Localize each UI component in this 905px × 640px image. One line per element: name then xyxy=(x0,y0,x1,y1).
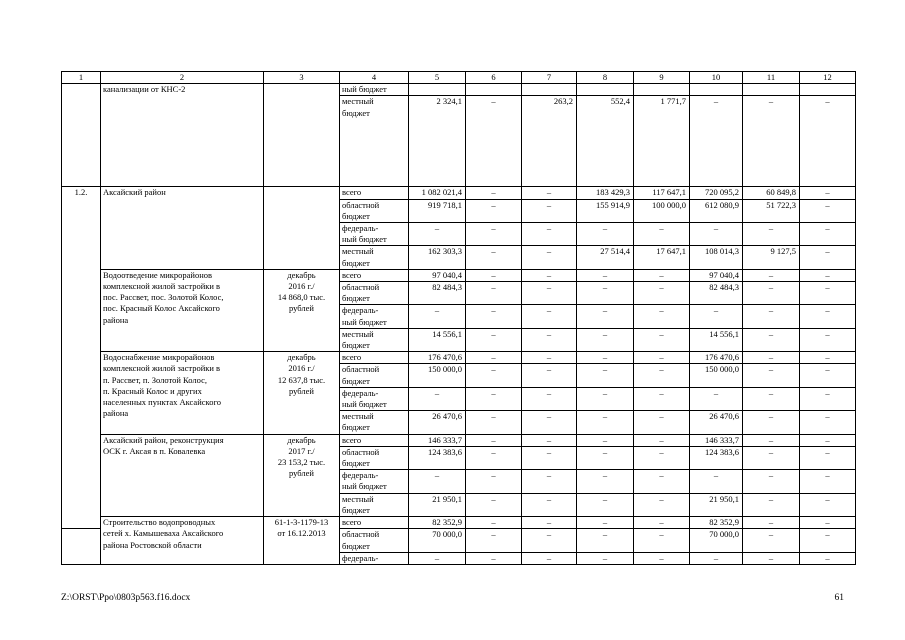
value-cell: – xyxy=(577,493,634,516)
table-row xyxy=(62,517,856,529)
header-cell: 10 xyxy=(690,72,743,84)
value-cell: – xyxy=(466,269,522,281)
value-cell: – xyxy=(577,470,634,493)
value-cell xyxy=(577,84,634,96)
value-cell: – xyxy=(800,352,856,364)
value-cell: 70 000,0 xyxy=(690,529,743,552)
value-cell: – xyxy=(690,223,743,246)
value-cell: 27 514,4 xyxy=(577,246,634,269)
value-cell xyxy=(409,84,466,96)
value-cell: – xyxy=(800,411,856,434)
value-cell: – xyxy=(800,328,856,351)
funding-source-cell: областной бюджет xyxy=(340,446,409,469)
header-cell: 8 xyxy=(577,72,634,84)
value-cell: – xyxy=(800,282,856,305)
value-cell: – xyxy=(743,529,800,552)
value-cell: – xyxy=(800,269,856,281)
funding-source-cell: областной бюджет xyxy=(340,364,409,387)
value-cell xyxy=(522,84,577,96)
value-cell: – xyxy=(522,517,577,529)
value-cell xyxy=(743,84,800,96)
value-cell: – xyxy=(634,470,690,493)
value-cell: 97 040,4 xyxy=(690,269,743,281)
value-cell: – xyxy=(690,305,743,328)
value-cell: 183 429,3 xyxy=(577,187,634,199)
value-cell: – xyxy=(634,411,690,434)
value-cell: – xyxy=(522,493,577,516)
value-cell: – xyxy=(409,470,466,493)
value-cell: – xyxy=(800,493,856,516)
value-cell: – xyxy=(577,352,634,364)
table-row xyxy=(62,84,856,96)
value-cell: – xyxy=(577,269,634,281)
value-cell: 14 556,1 xyxy=(690,328,743,351)
header-cell: 6 xyxy=(466,72,522,84)
value-cell: – xyxy=(743,223,800,246)
deadline-cell: декабрь 2016 г./ 12 637,8 тыс. рублей xyxy=(264,352,340,434)
funding-source-cell: всего xyxy=(340,352,409,364)
value-cell: 1 771,7 xyxy=(634,96,690,187)
value-cell: – xyxy=(634,529,690,552)
value-cell: – xyxy=(690,552,743,564)
value-cell: – xyxy=(466,246,522,269)
value-cell: 720 095,2 xyxy=(690,187,743,199)
header-cell: 5 xyxy=(409,72,466,84)
value-cell: – xyxy=(466,387,522,410)
value-cell: – xyxy=(634,223,690,246)
value-cell: – xyxy=(743,352,800,364)
header-cell: 3 xyxy=(264,72,340,84)
funding-source-cell: всего xyxy=(340,434,409,446)
value-cell: – xyxy=(743,96,800,187)
value-cell: – xyxy=(577,517,634,529)
funding-source-cell: местный бюджет xyxy=(340,411,409,434)
header-cell: 1 xyxy=(62,72,101,84)
value-cell: – xyxy=(634,269,690,281)
value-cell: – xyxy=(743,282,800,305)
value-cell: 150 000,0 xyxy=(690,364,743,387)
footer-file-path: Z:\ORST\Ppo\0803p563.f16.docx xyxy=(61,593,191,603)
value-cell: – xyxy=(634,282,690,305)
funding-source-cell: ный бюджет xyxy=(340,84,409,96)
value-cell: – xyxy=(577,552,634,564)
header-cell: 9 xyxy=(634,72,690,84)
value-cell: – xyxy=(522,411,577,434)
value-cell: – xyxy=(577,434,634,446)
value-cell: – xyxy=(466,434,522,446)
value-cell: – xyxy=(522,552,577,564)
value-cell: 612 080,9 xyxy=(690,199,743,222)
value-cell: – xyxy=(522,246,577,269)
deadline-cell: декабрь 2017 г./ 23 153,2 тыс. рублей xyxy=(264,434,340,516)
value-cell: 263,2 xyxy=(522,96,577,187)
value-cell: – xyxy=(577,282,634,305)
value-cell: – xyxy=(466,446,522,469)
value-cell: – xyxy=(522,387,577,410)
deadline-cell xyxy=(264,187,340,269)
value-cell: – xyxy=(466,305,522,328)
funding-source-cell: федераль- ный бюджет xyxy=(340,387,409,410)
object-name-cell: канализации от КНС-2 xyxy=(101,84,264,187)
header-cell: 11 xyxy=(743,72,800,84)
funding-source-cell: областной бюджет xyxy=(340,529,409,552)
value-cell: – xyxy=(466,470,522,493)
value-cell: 124 383,6 xyxy=(409,446,466,469)
value-cell: – xyxy=(800,364,856,387)
object-name-cell: Водоснабжение микрорайонов комплексной жилой застройки в п. Рассвет, п. Золотой Колос, п. Красный Колос и других населенных пунктах Аксайского района xyxy=(101,352,264,434)
value-cell: – xyxy=(522,446,577,469)
value-cell: – xyxy=(634,328,690,351)
value-cell: – xyxy=(634,493,690,516)
value-cell: – xyxy=(522,305,577,328)
value-cell: 26 470,6 xyxy=(690,411,743,434)
funding-source-cell: федераль- xyxy=(340,552,409,564)
value-cell: – xyxy=(466,282,522,305)
value-cell: – xyxy=(800,187,856,199)
value-cell: – xyxy=(522,223,577,246)
value-cell: 2 324,1 xyxy=(409,96,466,187)
funding-source-cell: местный бюджет xyxy=(340,96,409,187)
value-cell: – xyxy=(690,96,743,187)
value-cell: – xyxy=(690,470,743,493)
value-cell: – xyxy=(800,470,856,493)
value-cell: – xyxy=(466,328,522,351)
value-cell: – xyxy=(466,552,522,564)
value-cell: 70 000,0 xyxy=(409,529,466,552)
value-cell: – xyxy=(743,411,800,434)
value-cell: – xyxy=(577,529,634,552)
value-cell: – xyxy=(522,282,577,305)
budget-table xyxy=(61,71,856,565)
value-cell: – xyxy=(634,305,690,328)
value-cell: 21 950,1 xyxy=(690,493,743,516)
funding-source-cell: всего xyxy=(340,517,409,529)
header-cell: 2 xyxy=(101,72,264,84)
funding-source-cell: областной бюджет xyxy=(340,199,409,222)
value-cell: – xyxy=(409,223,466,246)
item-number-cell xyxy=(62,84,101,187)
value-cell: 9 127,5 xyxy=(743,246,800,269)
funding-source-cell: местный бюджет xyxy=(340,493,409,516)
value-cell: 176 470,6 xyxy=(690,352,743,364)
value-cell: – xyxy=(522,364,577,387)
item-number-cell xyxy=(62,529,101,565)
value-cell: – xyxy=(634,446,690,469)
value-cell: 155 914,9 xyxy=(577,199,634,222)
funding-source-cell: всего xyxy=(340,269,409,281)
value-cell: – xyxy=(800,96,856,187)
funding-source-cell: всего xyxy=(340,187,409,199)
funding-source-cell: федераль- ный бюджет xyxy=(340,223,409,246)
value-cell: – xyxy=(800,246,856,269)
value-cell: – xyxy=(522,470,577,493)
funding-source-cell: федераль- ный бюджет xyxy=(340,305,409,328)
value-cell: 1 082 021,4 xyxy=(409,187,466,199)
header-cell: 12 xyxy=(800,72,856,84)
value-cell: – xyxy=(466,199,522,222)
value-cell: – xyxy=(577,305,634,328)
value-cell xyxy=(800,84,856,96)
value-cell: 150 000,0 xyxy=(409,364,466,387)
value-cell: – xyxy=(743,305,800,328)
table-row xyxy=(62,434,856,446)
value-cell: 17 647,1 xyxy=(634,246,690,269)
value-cell: – xyxy=(800,387,856,410)
value-cell: – xyxy=(743,434,800,446)
value-cell: – xyxy=(522,529,577,552)
value-cell: – xyxy=(743,446,800,469)
deadline-cell: декабрь 2016 г./ 14 868,0 тыс. рублей xyxy=(264,269,340,351)
value-cell: 21 950,1 xyxy=(409,493,466,516)
value-cell: – xyxy=(522,434,577,446)
value-cell: 60 849,8 xyxy=(743,187,800,199)
value-cell: 117 647,1 xyxy=(634,187,690,199)
value-cell: – xyxy=(800,223,856,246)
value-cell: 124 383,6 xyxy=(690,446,743,469)
header-cell: 7 xyxy=(522,72,577,84)
value-cell: – xyxy=(577,328,634,351)
value-cell: – xyxy=(634,434,690,446)
value-cell: – xyxy=(466,352,522,364)
table-row xyxy=(62,352,856,364)
deadline-cell xyxy=(264,84,340,187)
table-row xyxy=(62,269,856,281)
value-cell: 100 000,0 xyxy=(634,199,690,222)
funding-source-cell: федераль- ный бюджет xyxy=(340,470,409,493)
value-cell: 26 470,6 xyxy=(409,411,466,434)
value-cell: – xyxy=(466,364,522,387)
header-cell: 4 xyxy=(340,72,409,84)
value-cell: – xyxy=(743,364,800,387)
value-cell: 82 352,9 xyxy=(690,517,743,529)
value-cell: – xyxy=(409,387,466,410)
value-cell: – xyxy=(634,552,690,564)
value-cell: – xyxy=(522,199,577,222)
value-cell: – xyxy=(466,517,522,529)
value-cell: – xyxy=(800,446,856,469)
object-name-cell: Аксайский район xyxy=(101,187,264,269)
value-cell: – xyxy=(800,305,856,328)
value-cell: 146 333,7 xyxy=(409,434,466,446)
value-cell: – xyxy=(743,517,800,529)
value-cell: – xyxy=(466,223,522,246)
value-cell: – xyxy=(800,199,856,222)
header-row xyxy=(62,72,856,84)
funding-source-cell: местный бюджет xyxy=(340,246,409,269)
value-cell: 919 718,1 xyxy=(409,199,466,222)
value-cell: – xyxy=(577,446,634,469)
value-cell: – xyxy=(743,328,800,351)
item-number-cell: 1.2. xyxy=(62,187,101,529)
value-cell: – xyxy=(634,364,690,387)
value-cell: – xyxy=(577,223,634,246)
value-cell: 176 470,6 xyxy=(409,352,466,364)
value-cell: – xyxy=(800,529,856,552)
value-cell: – xyxy=(634,352,690,364)
value-cell: – xyxy=(522,187,577,199)
value-cell: 162 303,3 xyxy=(409,246,466,269)
value-cell: 552,4 xyxy=(577,96,634,187)
value-cell: – xyxy=(522,269,577,281)
value-cell: 51 722,3 xyxy=(743,199,800,222)
value-cell: – xyxy=(634,517,690,529)
object-name-cell: Строительство водопроводных сетей х. Камышеваха Аксайского района Ростовской области xyxy=(101,517,264,565)
value-cell: – xyxy=(522,328,577,351)
value-cell: – xyxy=(743,493,800,516)
funding-source-cell: местный бюджет xyxy=(340,328,409,351)
value-cell: – xyxy=(577,411,634,434)
value-cell: – xyxy=(466,187,522,199)
value-cell xyxy=(634,84,690,96)
value-cell: – xyxy=(743,387,800,410)
value-cell: 82 352,9 xyxy=(409,517,466,529)
page-number: 61 xyxy=(834,593,844,603)
value-cell: – xyxy=(522,352,577,364)
table-row xyxy=(62,187,856,199)
value-cell: – xyxy=(743,269,800,281)
value-cell: – xyxy=(466,96,522,187)
value-cell: – xyxy=(466,529,522,552)
value-cell: – xyxy=(690,387,743,410)
value-cell: 97 040,4 xyxy=(409,269,466,281)
value-cell xyxy=(466,84,522,96)
value-cell: 14 556,1 xyxy=(409,328,466,351)
value-cell: – xyxy=(634,387,690,410)
value-cell: – xyxy=(577,364,634,387)
value-cell: – xyxy=(743,470,800,493)
value-cell: – xyxy=(577,387,634,410)
value-cell: 82 484,3 xyxy=(409,282,466,305)
value-cell: – xyxy=(409,305,466,328)
object-name-cell: Водоотведение микрорайонов комплексной жилой застройки в пос. Рассвет, пос. Золотой Колос, пос. Красный Колос Аксайского района xyxy=(101,269,264,351)
value-cell: – xyxy=(800,517,856,529)
value-cell: – xyxy=(800,552,856,564)
value-cell: – xyxy=(743,552,800,564)
funding-source-cell: областной бюджет xyxy=(340,282,409,305)
value-cell xyxy=(690,84,743,96)
value-cell: 146 333,7 xyxy=(690,434,743,446)
value-cell: – xyxy=(409,552,466,564)
value-cell: – xyxy=(466,493,522,516)
object-name-cell: Аксайский район, реконструкция ОСК г. Аксая в п. Ковалевка xyxy=(101,434,264,516)
value-cell: – xyxy=(466,411,522,434)
deadline-cell: 61-1-3-1179-13 от 16.12.2013 xyxy=(264,517,340,565)
value-cell: 108 014,3 xyxy=(690,246,743,269)
value-cell: – xyxy=(800,434,856,446)
value-cell: 82 484,3 xyxy=(690,282,743,305)
